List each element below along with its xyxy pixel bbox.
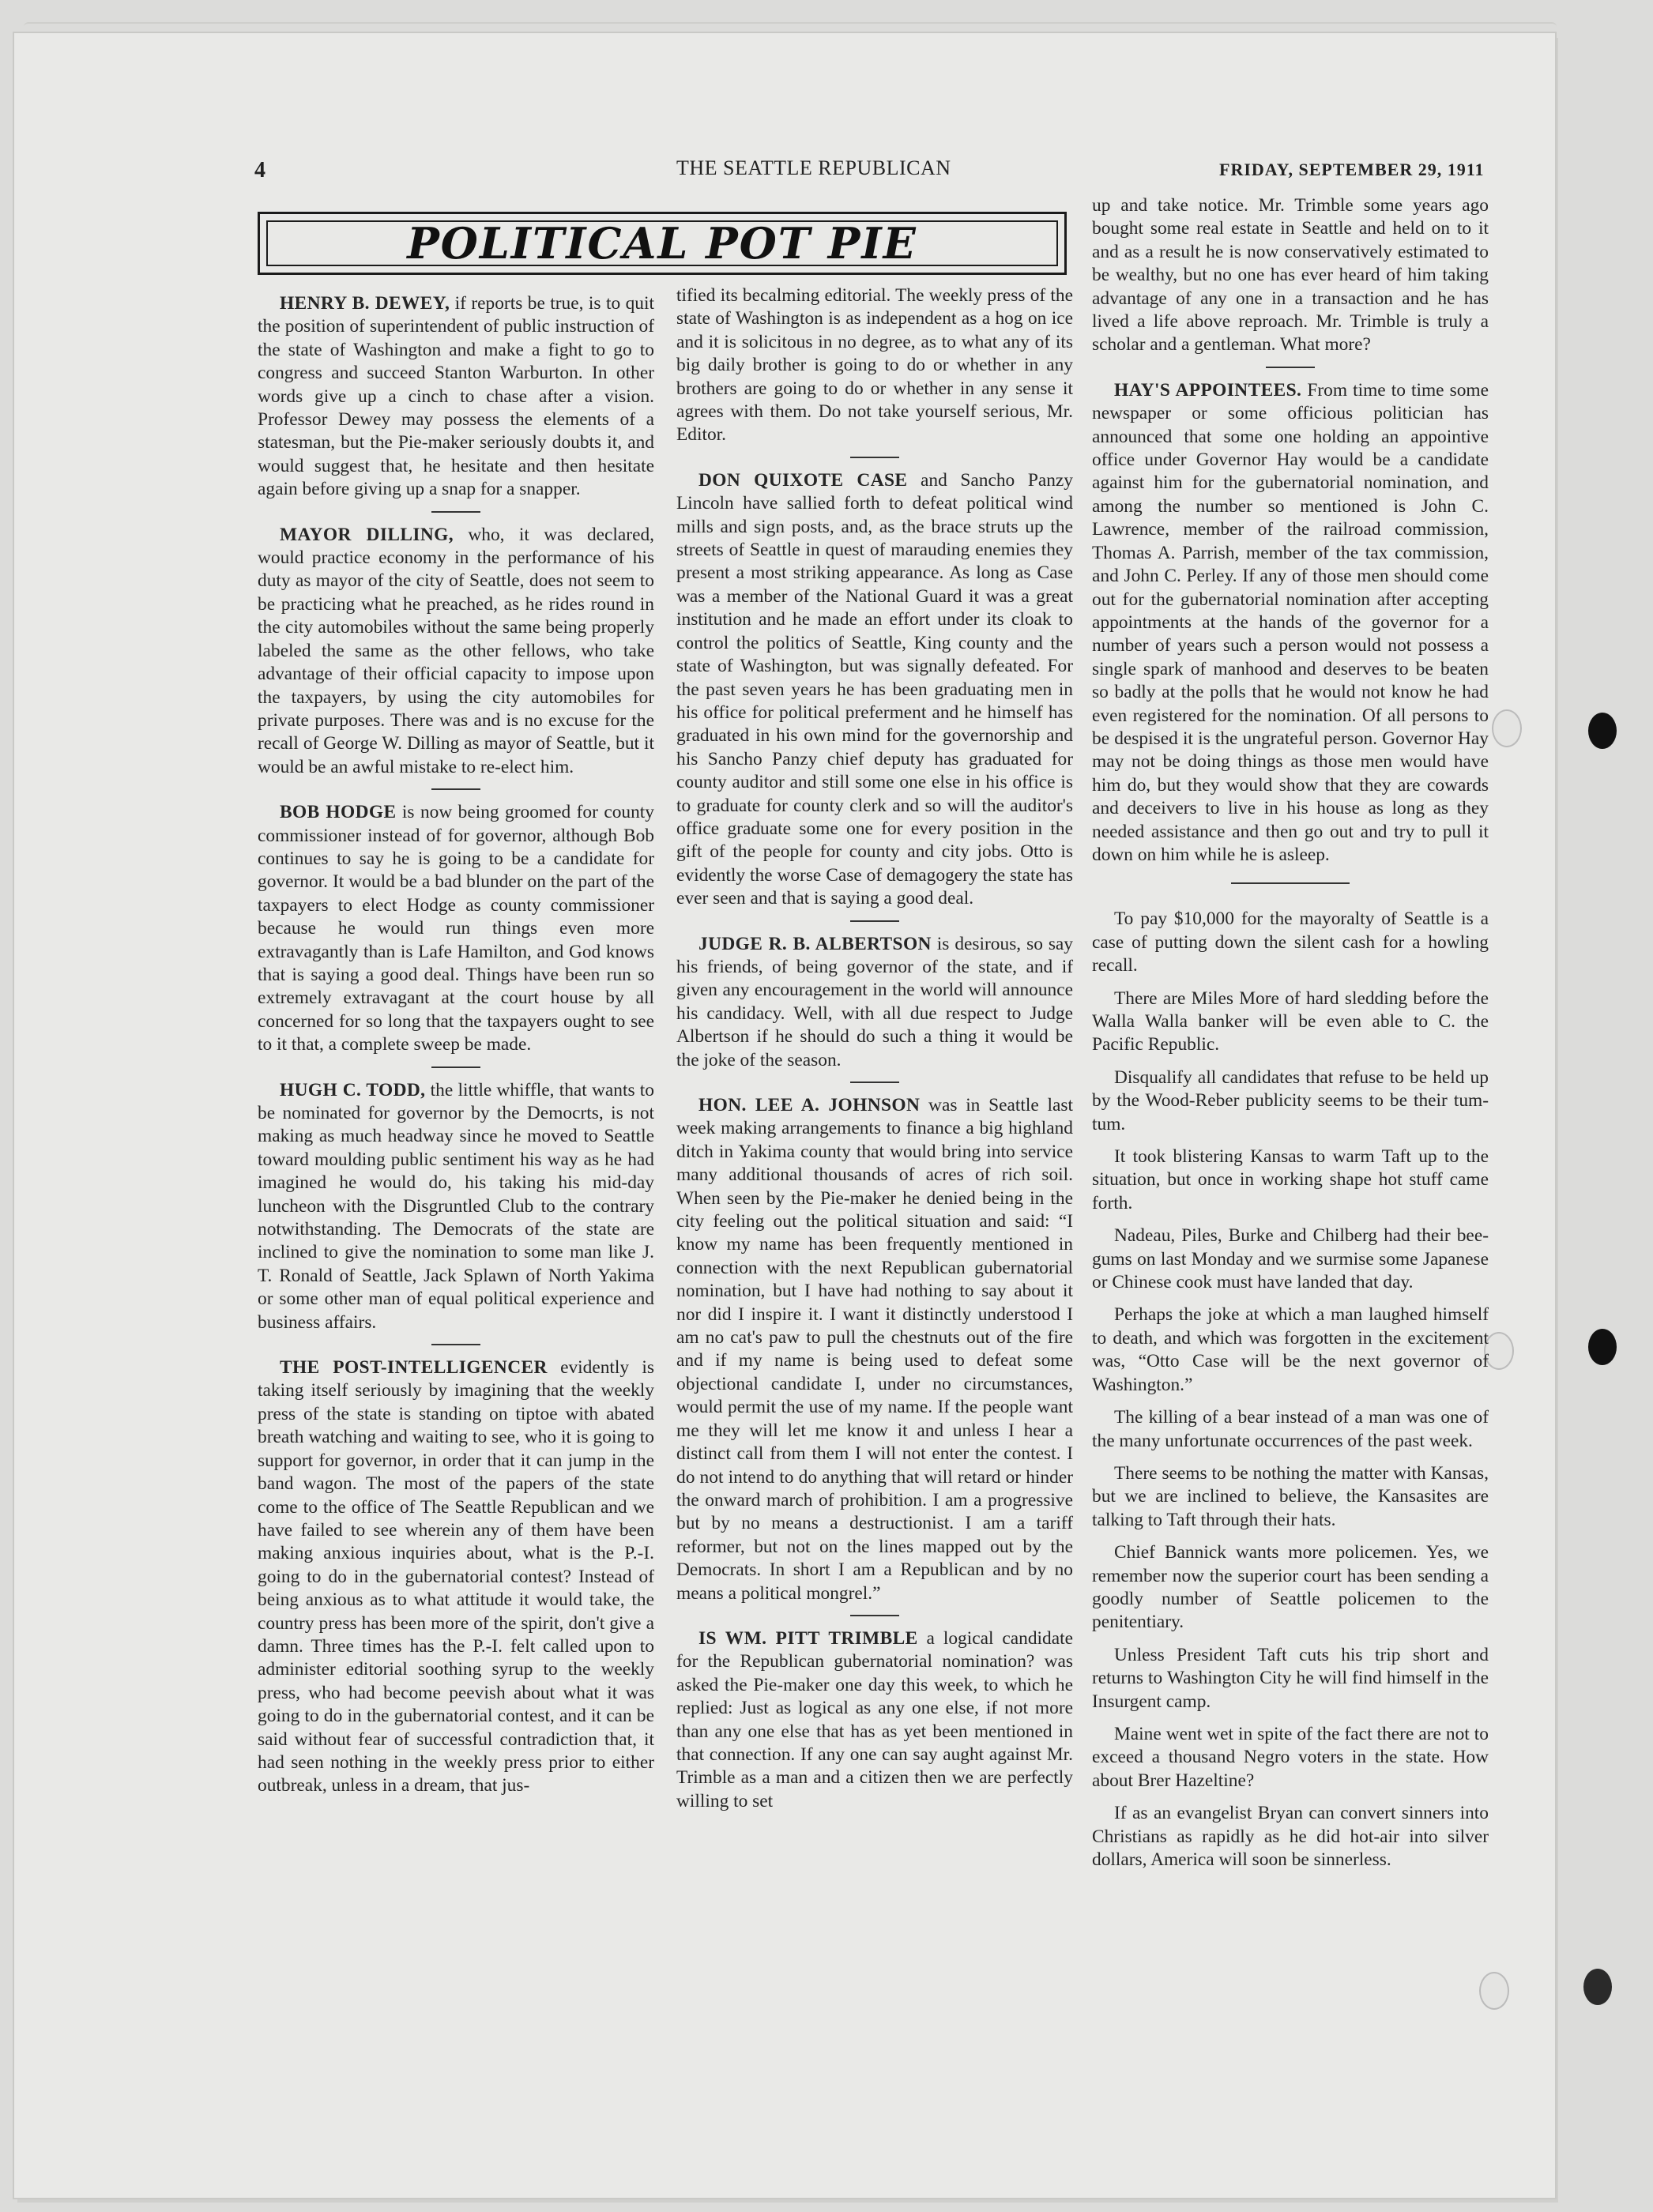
article-head: MAYOR DILLING, — [280, 524, 454, 545]
squib: Maine went wet in spite of the fact there are not to exceed a thousand Negro voters in the state. How about Brer Hazeltine? — [1092, 1723, 1489, 1791]
divider — [850, 1615, 899, 1616]
article-dewey — [258, 292, 654, 502]
page-number: 4 — [254, 158, 266, 182]
article-johnson — [676, 1094, 1073, 1605]
article-head: BOB HODGE — [280, 802, 397, 823]
binder-hole-shadow-icon — [1492, 709, 1522, 747]
column-3 — [1092, 194, 1489, 1881]
article-hay-appointees — [1092, 379, 1489, 867]
squib: There are Miles More of hard sledding before the Walla Walla banker will be even able to C. the Pacific Republic. — [1092, 988, 1489, 1055]
article-head: JUDGE R. B. ALBERTSON — [698, 933, 932, 954]
column-1 — [258, 292, 654, 1808]
squib: It took blistering Kansas to warm Taft up to the situation, but once in working shape hot stuff came forth. — [1092, 1146, 1489, 1213]
section-title: POLITICAL POT PIE — [407, 218, 917, 269]
divider — [1266, 367, 1315, 368]
article-body: was in Seattle last week making arrangements to finance a big highland ditch in Yakima county that would bring into service many additional thousands of acres of rich soil. When seen by the Pie-maker he denied being in the city feeling out the political situation and said: “I know my name has been frequently mentioned in connection with the next Republican gubernatorial nomination, but I have had nothing to say about it nor did I inspire it. I want it distinctly understood I am no cat's paw to pull the chestnuts out of the fire and if my name is being used to defeat some objectional candidate I, under no circumstances, would permit the use of my name. If the people want me they will let me know it and unless I hear a distinct call from them I will not enter the contest. I do not intend to do anything that will retard or hinder the onward march of prohibition. I am a progressive but by no means a destructionist. I am a tariff reformer, but not on the lines mapped out by the Democrats. In short I am a Republican and by no means a political mongrel.” — [676, 1095, 1074, 1604]
squib: To pay $10,000 for the mayoralty of Seattle is a case of putting down the silent cash for a howling recall. — [1092, 908, 1489, 976]
article-head: HENRY B. DEWEY, — [280, 293, 450, 314]
article-body: is desirous, so say his friends, of being governor of the state, and if given any encouragement in the world will announce his candidacy. Well, with all due respect to Judge Albertson if he should do such a thing it would be the joke of the season. — [676, 933, 1074, 1070]
article-head: THE POST-INTELLIGENCER — [280, 1357, 548, 1379]
article-head: DON QUIXOTE CASE — [698, 469, 908, 491]
article-hodge — [258, 801, 654, 1056]
squib: Perhaps the joke at which a man laughed himself to death, and which was forgotten in the excitement was, “Otto Case will be the next governor of Washington.” — [1092, 1304, 1489, 1395]
article-case — [676, 469, 1073, 911]
squib: Chief Bannick wants more policemen. Yes, we remember now the superior court has been sending a goodly number of Seattle policemen to the penitentiary. — [1092, 1542, 1489, 1633]
binder-hole-shadow-icon — [1479, 1972, 1509, 2010]
article-post-intelligencer — [258, 1356, 654, 1798]
squib: Nadeau, Piles, Burke and Chilberg had their bee-gums on last Monday and we surmise some Japanese or Chinese cook must have landed that day. — [1092, 1225, 1489, 1293]
article-albertson — [676, 933, 1073, 1072]
article-dilling — [258, 524, 654, 779]
divider — [431, 1066, 480, 1068]
article-body: if reports be true, is to quit the position of superintendent of public instruction of the state of Washington and make a fight to go to congress and succeed Stanton Warburton. In other words give up a cinch to chase after a vision. Professor Dewey may possess the elements of a statesman, but the Pie-maker seriously doubts it, and would suggest that, he hesitate and then hesitate again before giving up a snap for a snapper. — [258, 293, 654, 500]
divider-long — [1231, 882, 1350, 884]
paper-name: THE SEATTLE REPUBLICAN — [676, 156, 951, 179]
divider — [850, 920, 899, 922]
divider — [431, 511, 480, 513]
squib: Disqualify all candidates that refuse to be held up by the Wood-Reber publicity seems to be their tum-tum. — [1092, 1066, 1489, 1134]
squib: Unless President Taft cuts his trip short and returns to Washington City he will find himself in the Insurgent camp. — [1092, 1644, 1489, 1712]
binder-hole-icon — [1588, 1329, 1617, 1365]
article-body: the little whiffle, that wants to be nominated for governor by the Democrts, is not making as much headway since he moved to Seattle toward moulding public sentiment his way as he had imagined he would do, his taking his mid-day luncheon with the Disgruntled Club to the contrary notwithstanding. The Democrats of the state are inclined to give the nomination to some man like J. T. Ronald of Seattle, Jack Splawn of North Yakima or some other man of equal political experience and business affairs. — [258, 1079, 654, 1333]
article-body: and Sancho Panzy Lincoln have sallied forth to defeat political wind mills and sign posts, and, as the brace struts up the streets of Seattle in quest of marauding enemies they present a most striking appearance. As long as Case was a member of the National Guard it was a great institution and he made an effort under its cloak to control the politics of Seattle, King county and the state of Washington, but was signally defeated. For the past seven years he has been graduating men in his office for political preferment and he himself has graduated in his own mind for the governorship and his Sancho Panzy chief deputy has graduated for county auditor and still some one else in his office is to graduate for county clerk and so will the auditor's office graduate some one for every position in the gift of the people for county and city jobs. Otto is evidently the worse Case of demagogery the state has ever seen and that is saying a good deal. — [676, 469, 1073, 909]
squib: There seems to be nothing the matter with Kansas, but we are inclined to believe, the Kansasites are talking to Taft through their hats. — [1092, 1462, 1489, 1530]
divider — [431, 788, 480, 790]
article-body: evidently is taking itself seriously by imagining that the weekly press of the state is standing on tiptoe with abated breath watching and waiting to see, who it is going to support for governor, in order that it can jump in the band wagon. The most of the papers of the state come to the office of The Seattle Republican and we have failed to see wherein any of them have been making anxious inquiries about, what is the P.-I. going to do in the gubernatorial contest? Instead of being anxious as to what attitude it would take, the country press has been more of the spirit, don't give a damn. Three times has the P.-I. felt called upon to administer editorial soothing syrup to the weekly press, who had become peevish about what it was going to do in the gubernatorial contest, and it can be said without fear of successful contradiction that, it had seen nothing in the weekly press prior to either outbreak, unless in a dream, that jus- — [258, 1357, 654, 1796]
article-continuation: up and take notice. Mr. Trimble some years ago bought some real estate in Seattle and held on to it and as a result he is now conservatively estimated to be wealthy, but no one has ever heard of him taking advantage of any one in a transaction and he has lived a life above reproach. Mr. Trimble is truly a scholar and a gentleman. What more? — [1092, 195, 1489, 356]
binder-hole-icon — [1588, 713, 1617, 749]
issue-date: FRIDAY, SEPTEMBER 29, 1911 — [1219, 160, 1485, 179]
section-masthead — [258, 212, 1067, 275]
article-todd — [258, 1079, 654, 1334]
article-trimble — [676, 1627, 1073, 1813]
divider — [850, 1082, 899, 1083]
squib: If as an evangelist Bryan can convert sinners into Christians as rapidly as he did hot-air into silver dollars, America will soon be sinnerless. — [1092, 1803, 1489, 1870]
article-body: is now being groomed for county commissioner instead of for governor, although Bob continues to say he is going to be a candidate for governor. It would be a bad blunder on the part of the taxpayers to elect Hodge as county commissioner because he would run things even more extravagantly than is Lafe Hamilton, and God knows that is saying a good deal. Things have been run so extremely extravagant at the court house by all concerned for so long that the taxpayers ought to see to it that, a complete sweep be made. — [258, 802, 654, 1055]
column-2 — [676, 284, 1073, 1823]
article-continuation: tified its becalming editorial. The weekly press of the state of Washington is as independent as a hog on ice and it is solicitous in no degree, as to what any of its big daily brother is going to do or whether in any brothers are going to do or whether in any sense it agrees with them. Do not take yourself serious, Mr. Editor. — [676, 285, 1073, 446]
squib: The killing of a bear instead of a man was one of the many unfortunate occurrences of the past week. — [1092, 1407, 1489, 1451]
divider — [850, 457, 899, 458]
article-body: From time to time some newspaper or some officious politician has announced that some one holding an appointive office under Governor Hay would be a candidate against him for the gubernatorial nomination, and among the number so mentioned is John C. Lawrence, member of the railroad commission, Thomas A. Parrish, member of the tax commission, and John C. Perley. If any of those men should come out for the gubernatorial nomination after accepting appointments at the hands of the governor for a number of years such a person would not possess a single spark of manhood and deserves to be beaten so badly at the polls that he would not know he had even registered for the nomination. Of all persons to be despised it is the ungrateful person. Governor Hay may not be doing things as those men would have him do, but they would show that they are cowards and deceivers to live in his house as long as they needed assistance and then go out and try to pull it down on him while he is asleep. — [1092, 379, 1489, 865]
divider — [431, 1344, 480, 1345]
article-head: HAY'S APPOINTEES. — [1114, 379, 1302, 401]
article-body: who, it was declared, would practice economy in the performance of his duty as mayor of the city of Seattle, does not seem to be practicing what he preached, as he rides round in the city automobiles without the same being properly labeled the same as the other fellows, who take advantage of their official capacity to impose upon the taxpayers, by using the city automobiles for private purposes. There was and is no excuse for the recall of George W. Dilling as mayor of Seattle, but it would be an awful mistake to re-elect him. — [258, 524, 654, 777]
article-head: IS WM. PITT TRIMBLE — [698, 1627, 918, 1649]
article-head: HON. LEE A. JOHNSON — [698, 1095, 921, 1115]
article-head: HUGH C. TODD, — [280, 1079, 426, 1100]
binder-hole-icon — [1583, 1969, 1612, 2005]
article-body: a logical candidate for the Republican gubernatorial nomination? was asked the Pie-maker one day this week, to which he replied: Just as logical as any one else, if not more than any one else that has as yet been mentioned in that connection. If any one can say aught against Mr. Trimble as a man and a citizen then we are perfectly willing to set — [676, 1627, 1073, 1811]
